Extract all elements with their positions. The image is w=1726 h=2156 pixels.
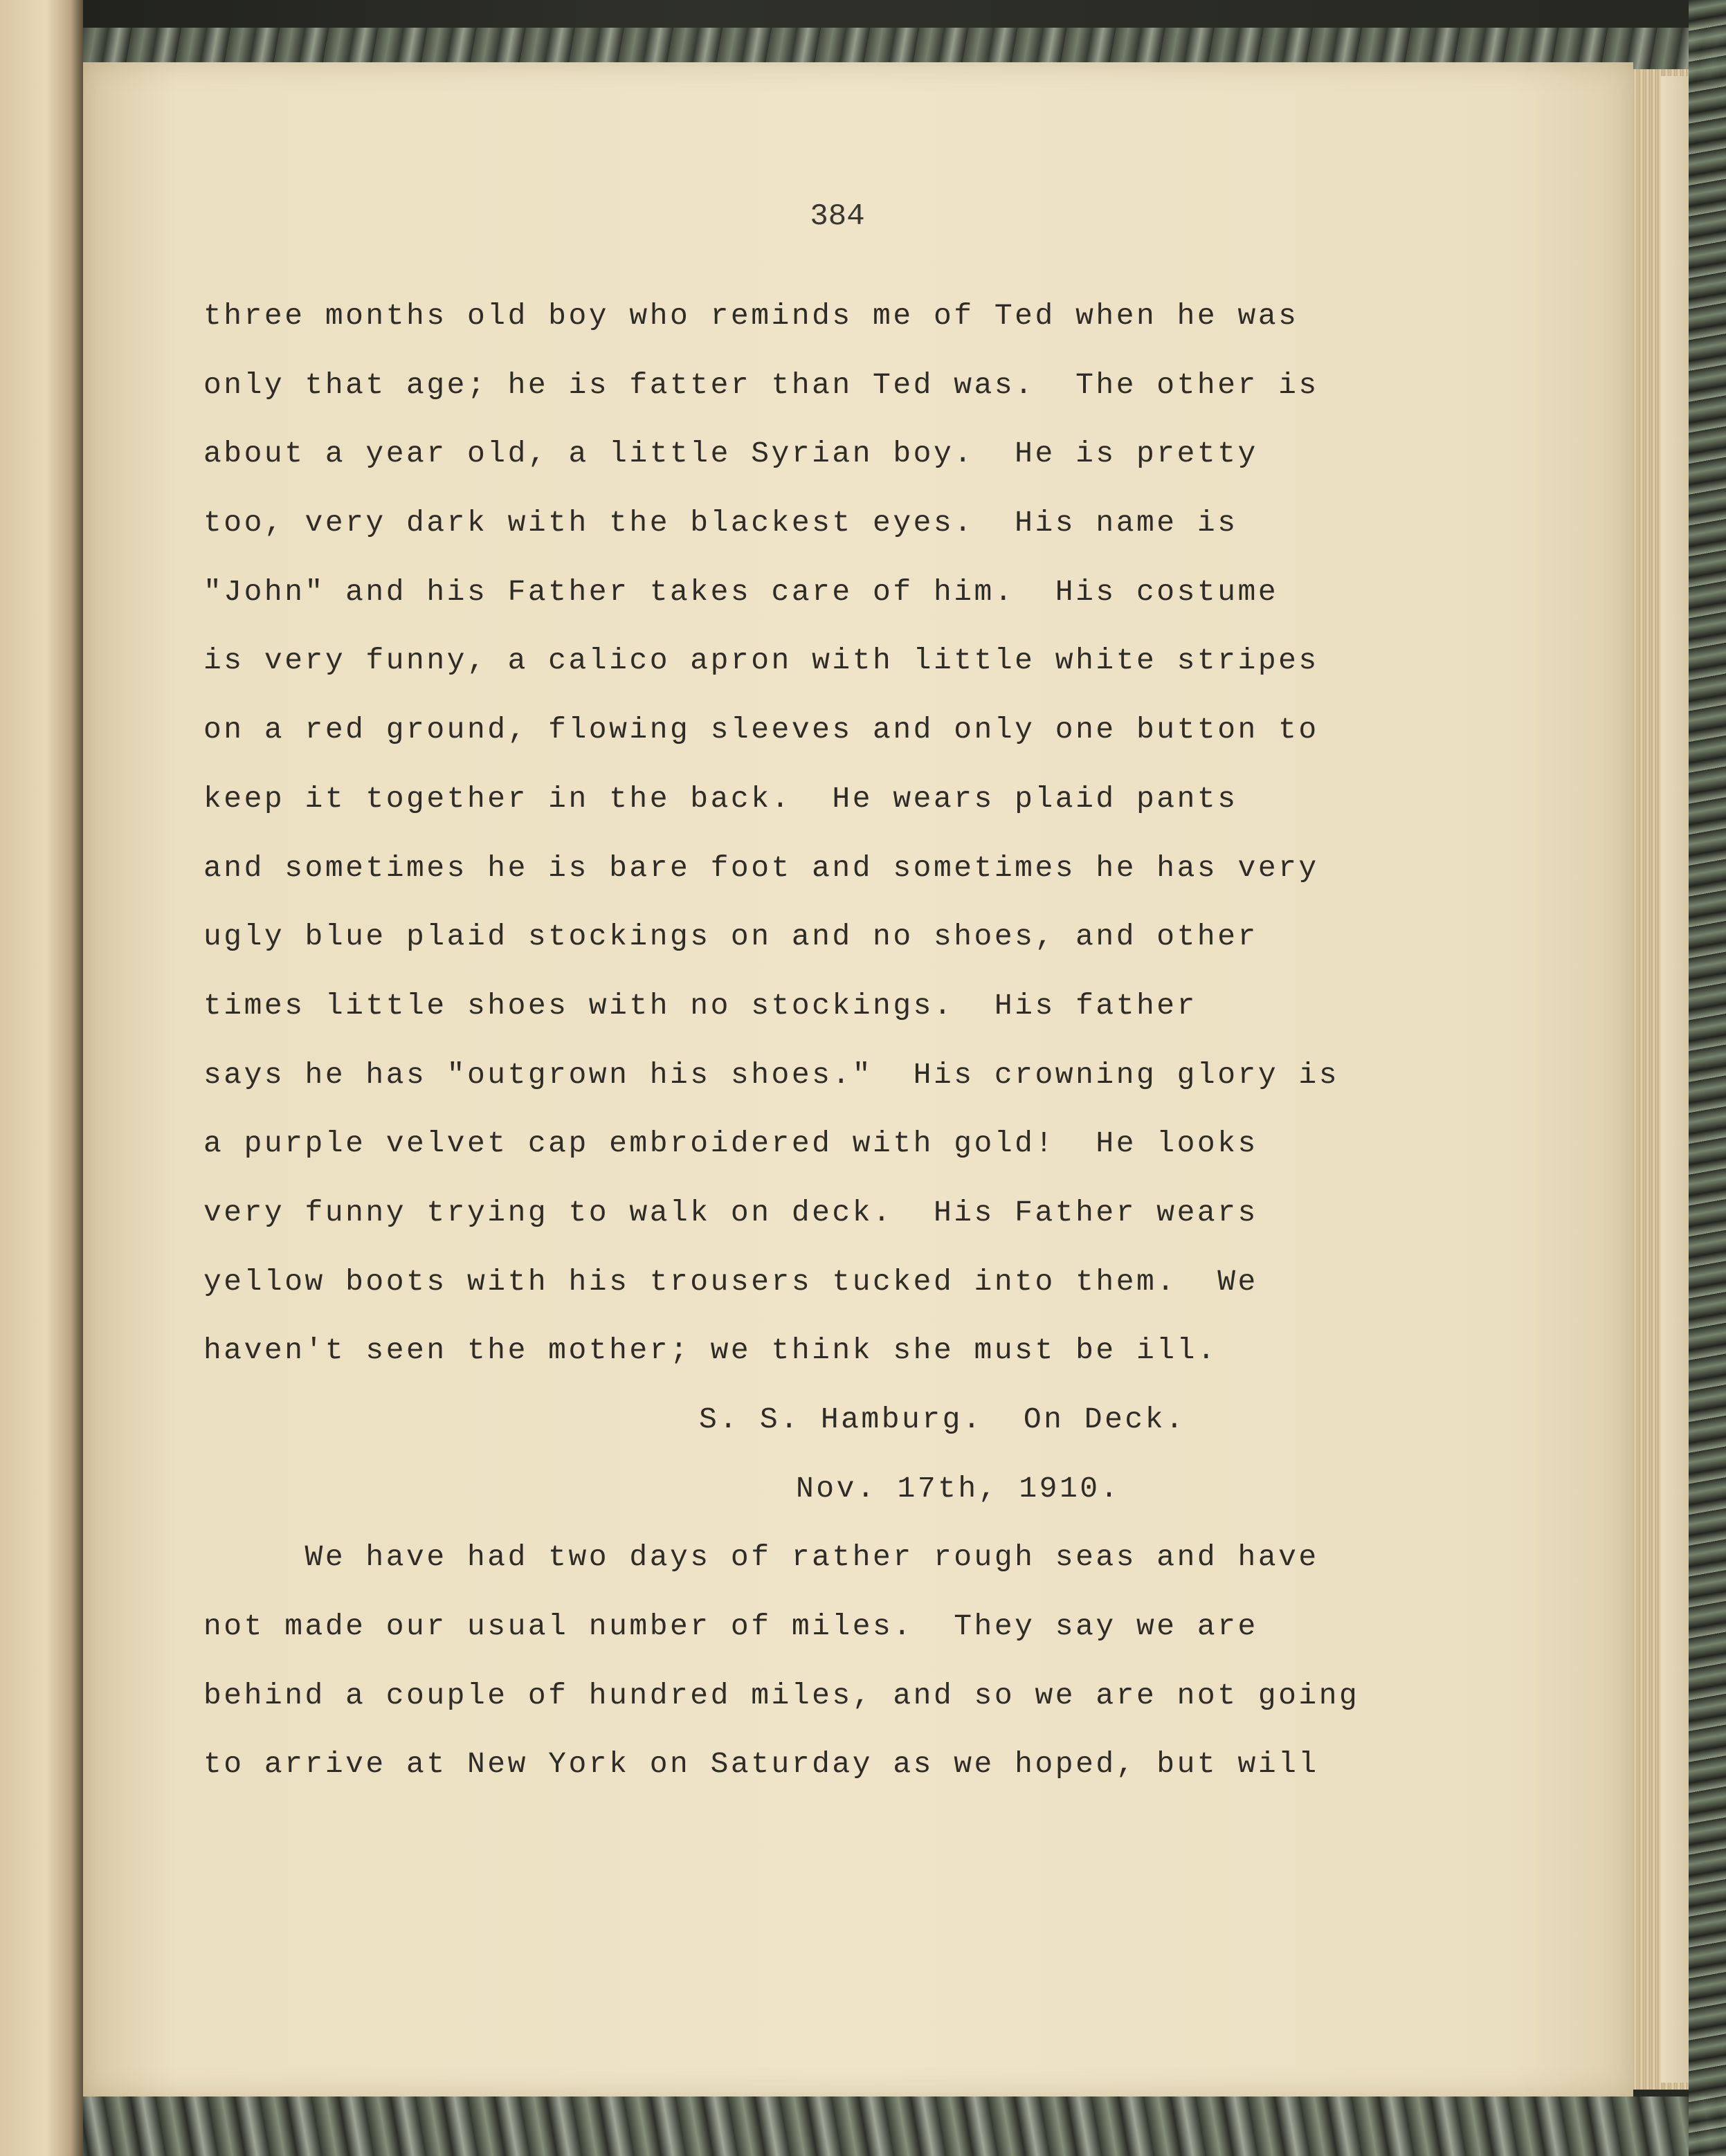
- body-line: very funny trying to walk on deck. His Father wears: [203, 1195, 1258, 1230]
- page-stack-edge: [1661, 76, 1689, 2083]
- body-line: a purple velvet cap embroidered with gold! He looks: [203, 1126, 1258, 1161]
- body-line: only that age; he is fatter than Ted was. The other is: [203, 367, 1319, 402]
- body-line: too, very dark with the blackest eyes. His name is: [203, 506, 1238, 540]
- body-line: yellow boots with his trousers tucked into them. We: [203, 1264, 1258, 1299]
- body-line: not made our usual number of miles. They say we are: [203, 1609, 1258, 1644]
- body-line: about a year old, a little Syrian boy. He is pretty: [203, 437, 1258, 471]
- body-line: times little shoes with no stockings. His father: [203, 988, 1197, 1023]
- body-line: on a red ground, flowing sleeves and only one button to: [203, 713, 1319, 747]
- body-line: We have had two days of rather rough seas and have: [203, 1540, 1319, 1575]
- body-line: "John" and his Father takes care of him. His costume: [203, 574, 1279, 609]
- heading-date-text: Nov. 17th, 1910.: [796, 1471, 1120, 1506]
- heading-location: [203, 1385, 1518, 1454]
- heading-location-text: S. S. Hamburg. On Deck.: [699, 1403, 1186, 1436]
- body-line: haven't seen the mother; we think she must be ill.: [203, 1333, 1218, 1368]
- marbled-binding-right: [1689, 0, 1726, 2156]
- body-line: and sometimes he is bare foot and sometimes he has very: [203, 850, 1319, 885]
- page-body: [203, 282, 1518, 1799]
- body-line: keep it together in the back. He wears plaid pants: [203, 781, 1238, 816]
- marbled-binding-bottom: [62, 2096, 1726, 2156]
- previous-page-edge: [0, 0, 83, 2156]
- heading-date: [203, 1454, 1518, 1524]
- body-line: behind a couple of hundred miles, and so we are not going: [203, 1678, 1360, 1712]
- body-line: three months old boy who reminds me of Ted when he was: [203, 299, 1299, 333]
- body-line: says he has "outgrown his shoes." His crowning glory is: [203, 1057, 1340, 1092]
- body-line: ugly blue plaid stockings on and no shoes, and other: [203, 920, 1258, 954]
- body-line: to arrive at New York on Saturday as we hoped, but will: [203, 1747, 1319, 1782]
- body-line: is very funny, a calico apron with little white stripes: [203, 643, 1319, 678]
- page-number: 384: [810, 199, 865, 234]
